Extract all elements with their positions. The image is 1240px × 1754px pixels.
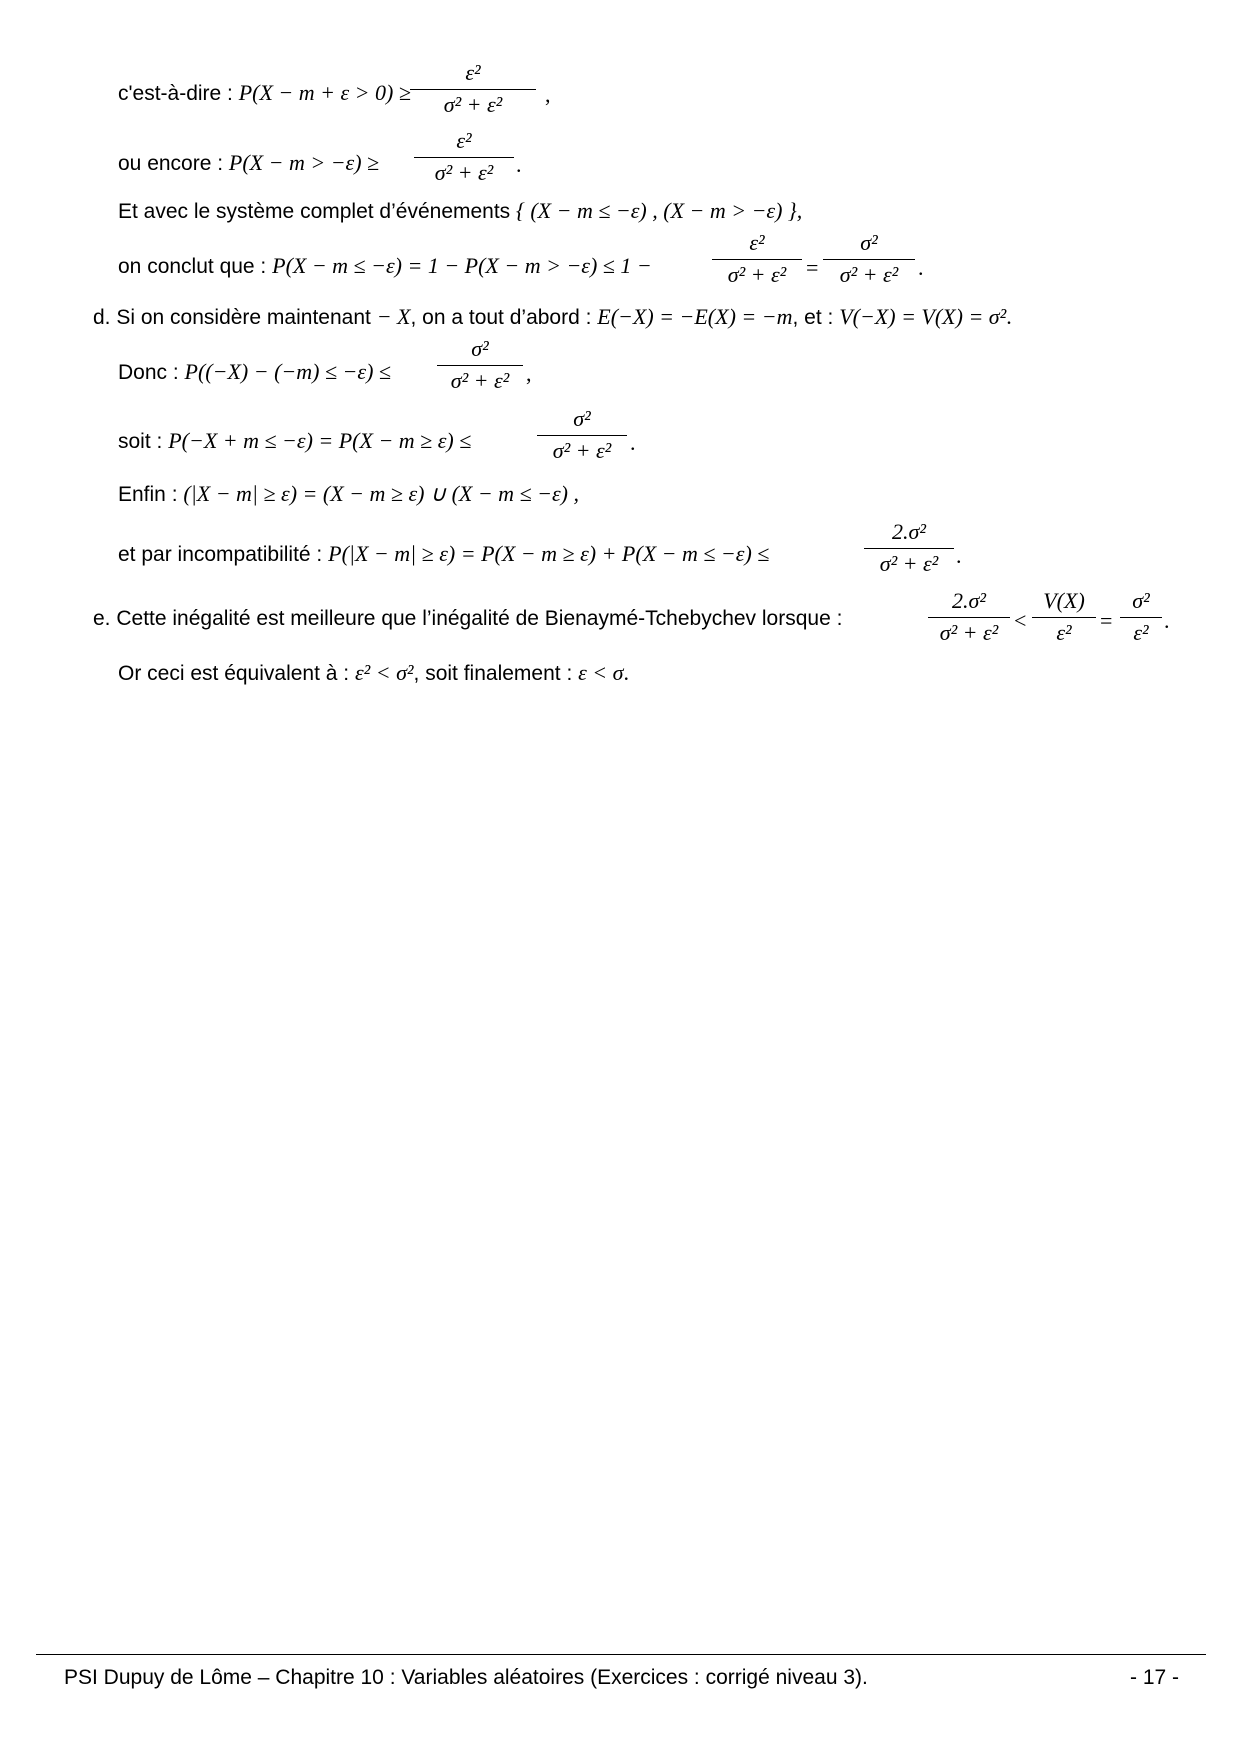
math-expression: − X [376, 304, 411, 329]
fraction-bar [864, 548, 954, 549]
fraction-bar [437, 365, 523, 366]
denominator: σ² + ε² [727, 262, 787, 287]
punctuation: . [516, 152, 522, 177]
fraction-bar [1032, 617, 1096, 618]
math-expression: P(X − m + ε > 0) ≥ [238, 80, 411, 105]
label: on conclut que : [118, 255, 267, 278]
punctuation: . [623, 660, 629, 685]
label: e. Cette inégalité est meilleure que l’inégalité de Bienaymé-Tchebychev lorsque : [93, 607, 843, 630]
fraction [1032, 590, 1096, 644]
math-expression: P(X − m > −ε) ≥ [228, 150, 380, 175]
math-expression: { (X − m ≤ −ε) , (X − m > −ε) }, [516, 198, 803, 223]
numerator: ε² [749, 230, 765, 255]
numerator: σ² [1132, 588, 1150, 613]
numerator: σ² [573, 406, 591, 431]
fraction [864, 521, 954, 575]
punctuation: , [526, 361, 532, 386]
label: c'est-à-dire : [118, 82, 233, 105]
math-expression: (|X − m| ≥ ε) = (X − m ≥ ε) ∪ (X − m ≤ −ε) , [183, 481, 579, 506]
label: et par incompatibilité : [118, 543, 323, 566]
fraction-bar [414, 157, 514, 158]
label: ou encore : [118, 152, 224, 175]
denominator: σ² + ε² [879, 551, 939, 576]
punctuation: . [918, 255, 924, 280]
denominator: ε² [1133, 620, 1149, 645]
label: , et : [792, 306, 834, 329]
denominator: σ² + ε² [552, 438, 612, 463]
numerator: 2.σ² [892, 519, 926, 544]
numerator: V(X) [1043, 588, 1085, 613]
fraction-bar [712, 259, 802, 260]
denominator: σ² + ε² [939, 620, 999, 645]
punctuation: . [630, 430, 636, 455]
denominator: σ² + ε² [443, 92, 503, 117]
page-number: - 17 - [1130, 1666, 1180, 1689]
fraction [410, 62, 536, 116]
footer-title: PSI Dupuy de Lôme – Chapitre 10 : Variables aléatoires (Exercices : corrigé niveau 3). [64, 1666, 868, 1689]
footer-divider [36, 1654, 1206, 1655]
math-expression: V(−X) = V(X) = σ² [839, 304, 1007, 329]
math-expression: P(−X + m ≤ −ε) = P(X − m ≥ ε) ≤ [168, 428, 472, 453]
line-incompatibilite [118, 543, 769, 565]
denominator: σ² + ε² [434, 160, 494, 185]
math-expression: ε < σ [578, 660, 624, 685]
numerator: ε² [456, 128, 472, 153]
label: Donc : [118, 361, 179, 384]
fraction-bar [823, 259, 915, 260]
label: Enfin : [118, 483, 178, 506]
line-or-ceci [118, 662, 629, 684]
fraction [1120, 590, 1162, 644]
fraction [537, 408, 627, 462]
math-expression: P((−X) − (−m) ≤ −ε) ≤ [184, 359, 391, 384]
line-donc [118, 361, 391, 383]
fraction [928, 590, 1010, 644]
label: soit : [118, 430, 163, 453]
line-enfin [118, 483, 579, 505]
label: Et avec le système complet d’événements [118, 200, 511, 223]
fraction-bar [410, 89, 536, 90]
line-soit [118, 430, 471, 452]
math-expression: ε² < σ² [354, 660, 414, 685]
punctuation: . [956, 543, 962, 568]
line-cest-a-dire [118, 82, 411, 104]
label: , on a tout d’abord : [410, 306, 592, 329]
line-on-conclut [118, 255, 652, 277]
label: d. Si on considère maintenant [93, 306, 371, 329]
numerator: ε² [465, 60, 481, 85]
equals-sign: = [1100, 608, 1113, 633]
numerator: 2.σ² [952, 588, 986, 613]
equals-sign: = [806, 255, 819, 280]
line-systeme-complet [118, 200, 802, 222]
line-ou-encore [118, 152, 379, 174]
label: , soit finalement : [413, 662, 573, 685]
fraction-bar [1120, 617, 1162, 618]
numerator: σ² [471, 336, 489, 361]
numerator: σ² [860, 230, 878, 255]
denominator: ε² [1056, 620, 1072, 645]
fraction-bar [928, 617, 1010, 618]
math-expression: E(−X) = −E(X) = −m [597, 304, 793, 329]
denominator: σ² + ε² [839, 262, 899, 287]
fraction [437, 338, 523, 392]
fraction [823, 232, 915, 286]
fraction [414, 130, 514, 184]
label: Or ceci est équivalent à : [118, 662, 350, 685]
denominator: σ² + ε² [450, 368, 510, 393]
line-part-e [93, 608, 842, 629]
fraction-bar [537, 435, 627, 436]
punctuation: . [1164, 608, 1170, 633]
fraction [712, 232, 802, 286]
math-expression: P(X − m ≤ −ε) = 1 − P(X − m > −ε) ≤ 1 − [272, 253, 652, 278]
line-part-d [93, 306, 1012, 328]
less-than-sign: < [1014, 608, 1027, 633]
math-expression: P(|X − m| ≥ ε) = P(X − m ≥ ε) + P(X − m ≤ −ε) ≤ [328, 541, 770, 566]
punctuation: . [1006, 304, 1012, 329]
punctuation: , [545, 82, 551, 107]
